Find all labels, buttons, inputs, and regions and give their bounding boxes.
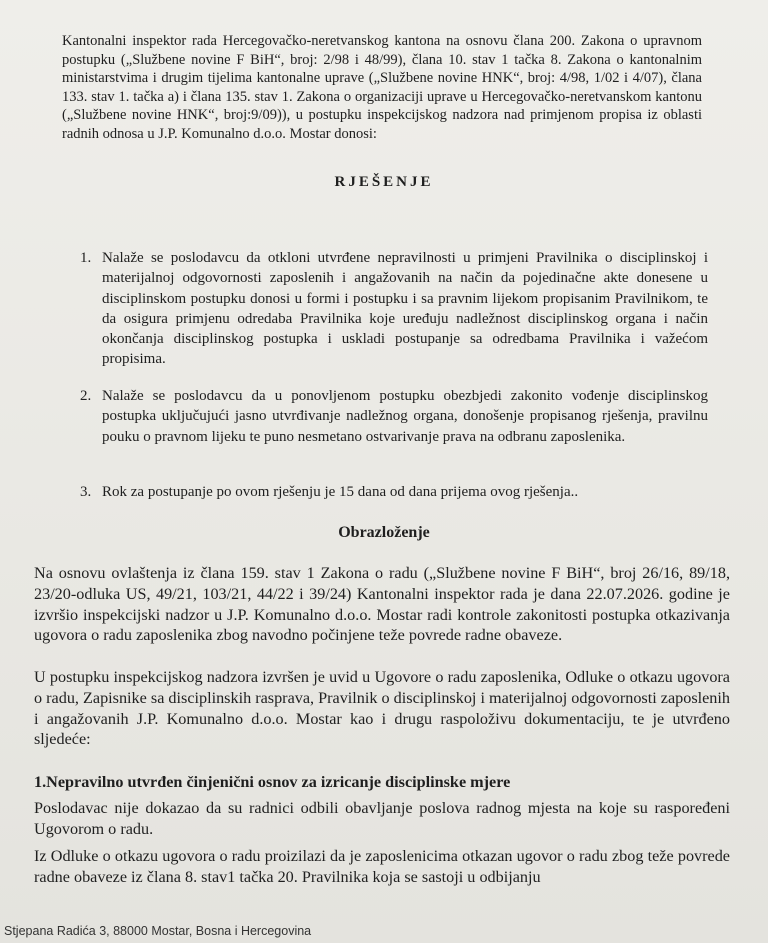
reasoning-paragraph-2: U postupku inspekcijskog nadzora izvršen je uvid u Ugovore o radu zaposlenika, Odluke o otkazu ugovora o radu, Zapisnike sa disciplinskih rasprava, Pravilnik o disciplinskoj i materijalnoj odgovornosti zaposlenih i angažovanih J.P. Komunalno d.o.o. Mostar kao i drugu raspoloživu dokumentaciju, te je utvrđeno sljedeće: — [34, 668, 730, 749]
item-text: Rok za postupanje po ovom rješenju je 15 dana od dana prijema ovog rješenja.. — [102, 484, 579, 500]
item-number: 2. — [80, 388, 92, 404]
footer-address: Stjepana Radića 3, 88000 Mostar, Bosna i Hercegovina — [4, 924, 312, 938]
item-number: 3. — [80, 484, 92, 500]
item-text: Nalaže se poslodavcu da otkloni utvrđene nepravilnosti u primjeni Pravilnika o disciplinskoj i materijalnoj odgovornosti zaposlenih i angažovanih na način da pojedinačne akte donesene u disciplinskom postupku donosi u formi i postupku i sa pravnim lijekom propisanim Pravilnikom, te da osigura primjenu odredaba Pravilnika koje uređuju nadležnost disciplinskog organa i način okončanja disciplinskog postupka i uskladi postupanje sa odredbama Pravilnika i važećom propisima. — [102, 250, 708, 368]
reasoning-paragraph-1: Na osnovu ovlaštenja iz člana 159. stav 1 Zakona o radu („Službene novine F BiH“, broj 26/16, 89/18, 23/20-odluka US, 49/21, 103/21, 44/22 i 39/24) Kantonalni inspektor rada je dana 22.07.2026. godine je izvršio inspekcijski nadzor u J.P. Komunalno d.o.o. Mostar radi kontrole zakonitosti postupka otkazivanja ugovora o radu zaposlenika zbog navodno počinjene teže povrede radne obaveze. — [34, 564, 730, 645]
document-title: RJEŠENJE — [334, 174, 434, 190]
intro-paragraph: Kantonalni inspektor rada Hercegovačko-neretvanskog kantona na osnovu člana 200. Zakona o upravnom postupku („Službene novine F BiH“, broj: 2/98 i 48/99), člana 10. stav 1 tačka 8. Zakona o kantonalnim ministarstvima i drugim tijelima kantonalne uprave („Službene novine HNK“, broj: 4/98, 1/02 i 4/07), člana 133. stav 1. tačka a) i člana 135. stav 1. Zakona o organizaciji uprave u Hercegovačko-neretvanskom kantonu („Službene novine HNK“, broj:9/09)), u postupku inspekcijskog nadzora nad primjenom propisa iz oblasti radnih odnosa u J.P. Komunalno d.o.o. Mostar donosi: — [62, 33, 702, 142]
item-number: 1. — [80, 250, 92, 266]
reasoning-heading: Obrazloženje — [338, 524, 430, 541]
ruling-item-2 — [80, 386, 708, 447]
ruling-item-1 — [80, 248, 708, 370]
section-heading: 1.Nepravilno utvrđen činjenični osnov za izricanje disciplinske mjere — [34, 773, 511, 791]
reasoning-paragraph-3: Poslodavac nije dokazao da su radnici odbili obavljanje poslova radnog mjesta na koje su raspoređeni Ugovorom o radu. — [34, 799, 730, 838]
item-text: Nalaže se poslodavcu da u ponovljenom postupku obezbjedi zakonito vođenje disciplinskog postupka uključujući jasno utvrđivanje nadležnog organa, donošenje propisanog rješenja, pravilnu pouku o pravnom lijeku te puno nesmetano ostvarivanje prava na odbranu zaposlenika. — [102, 388, 708, 445]
reasoning-paragraph-4: Iz Odluke o otkazu ugovora o radu proizilazi da je zaposlenicima otkazan ugovor o radu zbog teže povrede radne obaveze iz člana 8. stav1 tačka 20. Pravilnika koja se sastoji u odbijanju — [34, 847, 730, 886]
ruling-item-3 — [80, 482, 708, 502]
